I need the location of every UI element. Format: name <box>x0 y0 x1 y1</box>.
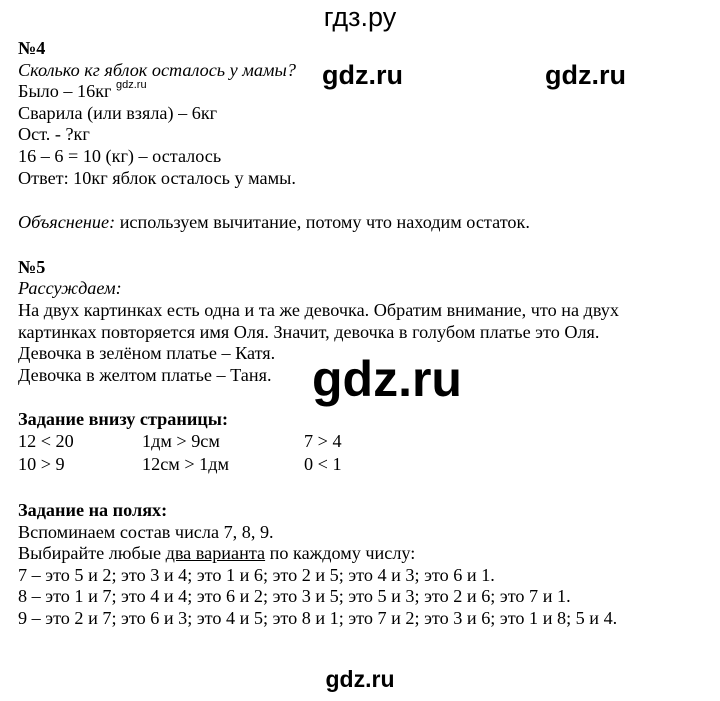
task4-line: Ост. - ?кг <box>18 124 90 145</box>
comparison-cell: 0 < 1 <box>304 453 342 474</box>
comparison-cell: 7 > 4 <box>304 430 342 451</box>
comparison-cell: 12см > 1дм <box>142 453 229 474</box>
explanation-label: Объяснение: <box>18 212 116 233</box>
bottom-task-title: Задание внизу страницы: <box>18 409 229 430</box>
site-header: гдз.ру <box>323 2 397 32</box>
task5-reason-label: Рассуждаем: <box>18 278 122 299</box>
task5-line: На двух картинках есть одна и та же девочка. Обратим внимание, что на двух <box>18 299 619 320</box>
watermark: gdz.ru <box>545 60 626 90</box>
watermark: gdz.ru <box>322 60 403 90</box>
task5-line: Девочка в желтом платье – Таня. <box>18 364 272 385</box>
text-segment: по каждому числу: <box>265 543 416 564</box>
task4-explanation <box>18 212 708 234</box>
comparison-row <box>18 454 708 477</box>
task4-answer: Ответ: 10кг яблок осталось у мамы. <box>18 167 296 188</box>
comparison-cell: 1дм > 9см <box>142 430 220 451</box>
explanation-text: используем вычитание, потому что находим остаток. <box>115 212 530 233</box>
text-segment: Выбирайте любые <box>18 543 166 564</box>
composition-line: 9 – это 2 и 7; это 6 и 3; это 4 и 5; это 8 и 1; это 7 и 2; это 3 и 6; это 1 и 8; 5 и 4. <box>18 607 618 628</box>
task4-line: 16 – 6 = 10 (кг) – осталось <box>18 145 222 166</box>
underlined-phrase: два варианта <box>165 543 266 564</box>
solution-document <box>18 38 708 629</box>
footer-watermark: gdz.ru <box>325 666 395 692</box>
task5-line: Девочка в зелёном платье – Катя. <box>18 343 276 364</box>
task4-line: Сварила (или взяла) – 6кг <box>18 102 218 123</box>
task5-title: №5 <box>18 256 46 277</box>
margin-task-line: Вспоминаем состав числа 7, 8, 9. <box>18 521 274 542</box>
comparison-cell: 12 < 20 <box>18 430 74 451</box>
comparison-row <box>18 431 708 454</box>
task5-line: картинках повторяется имя Оля. Значит, девочка в голубом платье это Оля. <box>18 321 600 342</box>
watermark: gdz.ru <box>116 79 147 91</box>
comparison-cell: 10 > 9 <box>18 453 65 474</box>
margin-task-title: Задание на полях: <box>18 499 168 520</box>
watermark: gdz.ru <box>312 351 462 407</box>
task4-question: Сколько кг яблок осталось у мамы? <box>18 59 296 80</box>
task4-title: №4 <box>18 38 46 58</box>
task4-line: Было – 16кг <box>18 81 112 102</box>
composition-line: 7 – это 5 и 2; это 3 и 4; это 1 и 6; это 2 и 5; это 4 и 3; это 6 и 1. <box>18 564 495 585</box>
margin-task-line <box>18 543 708 565</box>
composition-line: 8 – это 1 и 7; это 4 и 4; это 6 и 2; это 3 и 5; это 5 и 3; это 2 и 6; это 7 и 1. <box>18 586 571 607</box>
